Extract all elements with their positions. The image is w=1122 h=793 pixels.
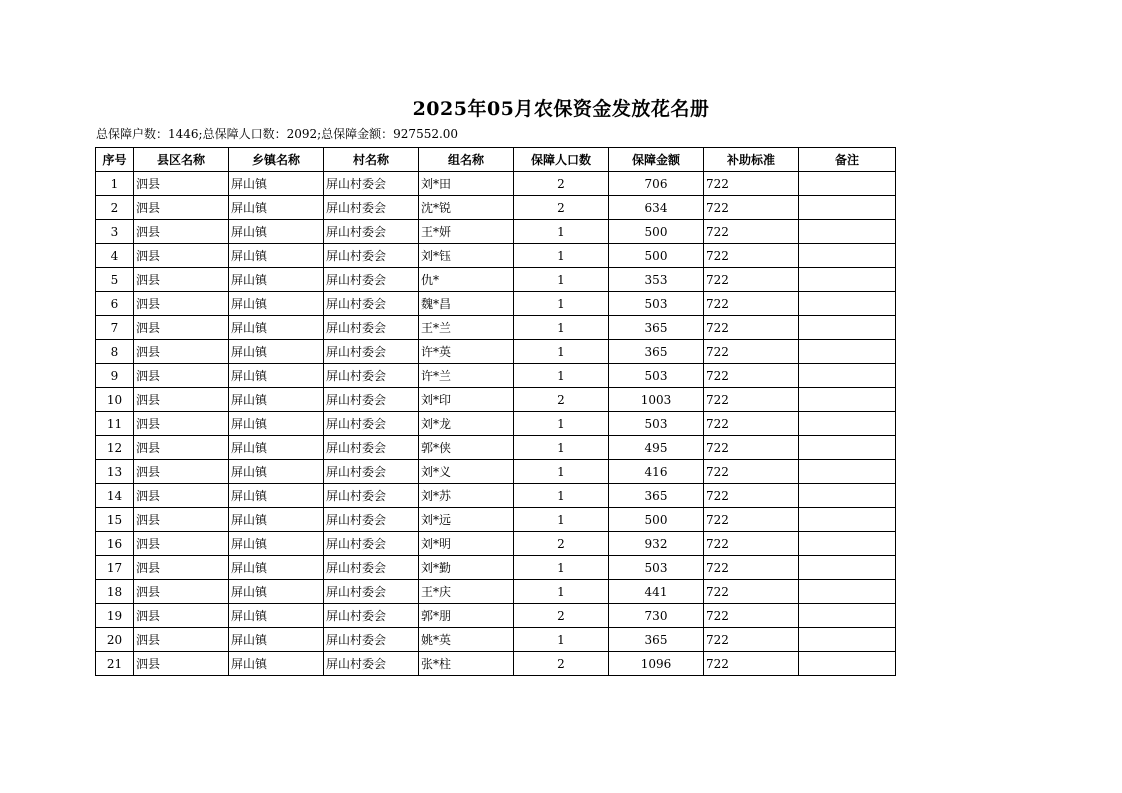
cell-town: 屏山镇 bbox=[229, 556, 324, 580]
cell-town: 屏山镇 bbox=[229, 484, 324, 508]
table-row bbox=[96, 196, 896, 220]
cell-group: 刘*义 bbox=[419, 460, 514, 484]
document-title: 2025年05月农保资金发放花名册 bbox=[412, 98, 710, 120]
table-row bbox=[96, 292, 896, 316]
cell-amount: 500 bbox=[609, 508, 704, 532]
cell-subsidy-standard: 722 bbox=[704, 388, 799, 412]
cell-remarks bbox=[799, 316, 896, 340]
cell-insured-count: 1 bbox=[514, 244, 609, 268]
cell-town: 屏山镇 bbox=[229, 436, 324, 460]
cell-subsidy-standard: 722 bbox=[704, 532, 799, 556]
cell-town: 屏山镇 bbox=[229, 196, 324, 220]
cell-insured-count: 1 bbox=[514, 460, 609, 484]
cell-remarks bbox=[799, 292, 896, 316]
cell-index: 8 bbox=[96, 340, 134, 364]
cell-insured-count: 1 bbox=[514, 364, 609, 388]
cell-remarks bbox=[799, 604, 896, 628]
header-county: 县区名称 bbox=[134, 148, 229, 172]
header-town: 乡镇名称 bbox=[229, 148, 324, 172]
header-index: 序号 bbox=[96, 148, 134, 172]
cell-group: 王*庆 bbox=[419, 580, 514, 604]
cell-index: 7 bbox=[96, 316, 134, 340]
header-amount: 保障金额 bbox=[609, 148, 704, 172]
cell-amount: 1003 bbox=[609, 388, 704, 412]
header-group: 组名称 bbox=[419, 148, 514, 172]
cell-village: 屏山村委会 bbox=[324, 268, 419, 292]
cell-remarks bbox=[799, 652, 896, 676]
cell-index: 5 bbox=[96, 268, 134, 292]
cell-amount: 353 bbox=[609, 268, 704, 292]
cell-village: 屏山村委会 bbox=[324, 436, 419, 460]
cell-index: 14 bbox=[96, 484, 134, 508]
cell-county: 泗县 bbox=[134, 172, 229, 196]
cell-insured-count: 2 bbox=[514, 196, 609, 220]
cell-town: 屏山镇 bbox=[229, 388, 324, 412]
cell-subsidy-standard: 722 bbox=[704, 172, 799, 196]
table-row bbox=[96, 628, 896, 652]
table-row bbox=[96, 244, 896, 268]
table-row bbox=[96, 580, 896, 604]
cell-group: 郭*侠 bbox=[419, 436, 514, 460]
cell-village: 屏山村委会 bbox=[324, 412, 419, 436]
cell-index: 6 bbox=[96, 292, 134, 316]
cell-county: 泗县 bbox=[134, 628, 229, 652]
cell-subsidy-standard: 722 bbox=[704, 460, 799, 484]
cell-remarks bbox=[799, 364, 896, 388]
cell-remarks bbox=[799, 484, 896, 508]
table-row bbox=[96, 652, 896, 676]
cell-group: 郭*朋 bbox=[419, 604, 514, 628]
cell-insured-count: 1 bbox=[514, 340, 609, 364]
cell-insured-count: 2 bbox=[514, 604, 609, 628]
cell-amount: 500 bbox=[609, 220, 704, 244]
cell-index: 12 bbox=[96, 436, 134, 460]
cell-county: 泗县 bbox=[134, 412, 229, 436]
cell-amount: 503 bbox=[609, 412, 704, 436]
cell-subsidy-standard: 722 bbox=[704, 508, 799, 532]
cell-town: 屏山镇 bbox=[229, 580, 324, 604]
header-village: 村名称 bbox=[324, 148, 419, 172]
cell-group: 王*兰 bbox=[419, 316, 514, 340]
cell-remarks bbox=[799, 196, 896, 220]
cell-county: 泗县 bbox=[134, 268, 229, 292]
table-row bbox=[96, 604, 896, 628]
cell-amount: 365 bbox=[609, 484, 704, 508]
cell-remarks bbox=[799, 460, 896, 484]
cell-amount: 495 bbox=[609, 436, 704, 460]
cell-town: 屏山镇 bbox=[229, 364, 324, 388]
roster-table bbox=[95, 147, 896, 676]
cell-insured-count: 1 bbox=[514, 628, 609, 652]
cell-county: 泗县 bbox=[134, 556, 229, 580]
cell-remarks bbox=[799, 220, 896, 244]
cell-insured-count: 1 bbox=[514, 316, 609, 340]
cell-insured-count: 2 bbox=[514, 652, 609, 676]
table-row bbox=[96, 532, 896, 556]
table-row bbox=[96, 172, 896, 196]
cell-group: 许*英 bbox=[419, 340, 514, 364]
cell-group: 刘*明 bbox=[419, 532, 514, 556]
cell-village: 屏山村委会 bbox=[324, 508, 419, 532]
cell-index: 19 bbox=[96, 604, 134, 628]
cell-insured-count: 1 bbox=[514, 508, 609, 532]
cell-town: 屏山镇 bbox=[229, 460, 324, 484]
cell-index: 21 bbox=[96, 652, 134, 676]
cell-remarks bbox=[799, 388, 896, 412]
cell-group: 仇* bbox=[419, 268, 514, 292]
cell-insured-count: 1 bbox=[514, 412, 609, 436]
cell-village: 屏山村委会 bbox=[324, 652, 419, 676]
cell-index: 17 bbox=[96, 556, 134, 580]
cell-remarks bbox=[799, 340, 896, 364]
cell-index: 9 bbox=[96, 364, 134, 388]
table-row bbox=[96, 508, 896, 532]
cell-group: 刘*龙 bbox=[419, 412, 514, 436]
cell-subsidy-standard: 722 bbox=[704, 412, 799, 436]
cell-group: 张*柱 bbox=[419, 652, 514, 676]
cell-remarks bbox=[799, 412, 896, 436]
table-row bbox=[96, 220, 896, 244]
table-row bbox=[96, 340, 896, 364]
cell-county: 泗县 bbox=[134, 388, 229, 412]
cell-subsidy-standard: 722 bbox=[704, 604, 799, 628]
table-row bbox=[96, 412, 896, 436]
cell-amount: 365 bbox=[609, 316, 704, 340]
cell-county: 泗县 bbox=[134, 604, 229, 628]
cell-remarks bbox=[799, 268, 896, 292]
cell-group: 许*兰 bbox=[419, 364, 514, 388]
cell-subsidy-standard: 722 bbox=[704, 556, 799, 580]
cell-index: 18 bbox=[96, 580, 134, 604]
cell-village: 屏山村委会 bbox=[324, 292, 419, 316]
cell-amount: 416 bbox=[609, 460, 704, 484]
cell-subsidy-standard: 722 bbox=[704, 196, 799, 220]
cell-index: 4 bbox=[96, 244, 134, 268]
cell-insured-count: 1 bbox=[514, 580, 609, 604]
cell-subsidy-standard: 722 bbox=[704, 340, 799, 364]
cell-amount: 365 bbox=[609, 628, 704, 652]
cell-county: 泗县 bbox=[134, 460, 229, 484]
cell-subsidy-standard: 722 bbox=[704, 364, 799, 388]
cell-county: 泗县 bbox=[134, 580, 229, 604]
cell-remarks bbox=[799, 508, 896, 532]
cell-insured-count: 2 bbox=[514, 172, 609, 196]
cell-subsidy-standard: 722 bbox=[704, 628, 799, 652]
cell-index: 10 bbox=[96, 388, 134, 412]
cell-village: 屏山村委会 bbox=[324, 556, 419, 580]
cell-county: 泗县 bbox=[134, 532, 229, 556]
cell-town: 屏山镇 bbox=[229, 244, 324, 268]
cell-group: 刘*远 bbox=[419, 508, 514, 532]
cell-index: 11 bbox=[96, 412, 134, 436]
cell-subsidy-standard: 722 bbox=[704, 292, 799, 316]
cell-group: 刘*苏 bbox=[419, 484, 514, 508]
cell-group: 刘*勤 bbox=[419, 556, 514, 580]
cell-index: 3 bbox=[96, 220, 134, 244]
cell-subsidy-standard: 722 bbox=[704, 268, 799, 292]
cell-subsidy-standard: 722 bbox=[704, 580, 799, 604]
cell-amount: 730 bbox=[609, 604, 704, 628]
cell-subsidy-standard: 722 bbox=[704, 244, 799, 268]
cell-insured-count: 1 bbox=[514, 268, 609, 292]
cell-index: 13 bbox=[96, 460, 134, 484]
cell-county: 泗县 bbox=[134, 364, 229, 388]
table-row bbox=[96, 364, 896, 388]
cell-index: 20 bbox=[96, 628, 134, 652]
cell-remarks bbox=[799, 628, 896, 652]
cell-amount: 503 bbox=[609, 292, 704, 316]
cell-insured-count: 1 bbox=[514, 292, 609, 316]
cell-town: 屏山镇 bbox=[229, 220, 324, 244]
cell-index: 15 bbox=[96, 508, 134, 532]
cell-town: 屏山镇 bbox=[229, 172, 324, 196]
cell-amount: 503 bbox=[609, 364, 704, 388]
cell-insured-count: 1 bbox=[514, 484, 609, 508]
cell-county: 泗县 bbox=[134, 220, 229, 244]
cell-amount: 441 bbox=[609, 580, 704, 604]
cell-county: 泗县 bbox=[134, 508, 229, 532]
cell-town: 屏山镇 bbox=[229, 268, 324, 292]
header-insured-count: 保障人口数 bbox=[514, 148, 609, 172]
cell-county: 泗县 bbox=[134, 292, 229, 316]
cell-amount: 634 bbox=[609, 196, 704, 220]
header-subsidy-standard: 补助标准 bbox=[704, 148, 799, 172]
cell-index: 2 bbox=[96, 196, 134, 220]
cell-subsidy-standard: 722 bbox=[704, 220, 799, 244]
cell-subsidy-standard: 722 bbox=[704, 316, 799, 340]
cell-county: 泗县 bbox=[134, 244, 229, 268]
cell-village: 屏山村委会 bbox=[324, 460, 419, 484]
cell-town: 屏山镇 bbox=[229, 508, 324, 532]
roster-body bbox=[96, 172, 896, 676]
cell-remarks bbox=[799, 532, 896, 556]
cell-index: 1 bbox=[96, 172, 134, 196]
table-row bbox=[96, 316, 896, 340]
cell-insured-count: 1 bbox=[514, 556, 609, 580]
cell-amount: 365 bbox=[609, 340, 704, 364]
cell-amount: 503 bbox=[609, 556, 704, 580]
cell-town: 屏山镇 bbox=[229, 316, 324, 340]
cell-village: 屏山村委会 bbox=[324, 484, 419, 508]
cell-village: 屏山村委会 bbox=[324, 604, 419, 628]
cell-village: 屏山村委会 bbox=[324, 172, 419, 196]
cell-remarks bbox=[799, 436, 896, 460]
cell-village: 屏山村委会 bbox=[324, 340, 419, 364]
cell-group: 沈*锐 bbox=[419, 196, 514, 220]
cell-county: 泗县 bbox=[134, 316, 229, 340]
table-row bbox=[96, 436, 896, 460]
cell-village: 屏山村委会 bbox=[324, 388, 419, 412]
cell-group: 姚*英 bbox=[419, 628, 514, 652]
cell-county: 泗县 bbox=[134, 436, 229, 460]
cell-town: 屏山镇 bbox=[229, 652, 324, 676]
cell-group: 刘*印 bbox=[419, 388, 514, 412]
cell-amount: 932 bbox=[609, 532, 704, 556]
cell-amount: 706 bbox=[609, 172, 704, 196]
cell-county: 泗县 bbox=[134, 652, 229, 676]
cell-group: 魏*昌 bbox=[419, 292, 514, 316]
cell-insured-count: 1 bbox=[514, 220, 609, 244]
cell-remarks bbox=[799, 580, 896, 604]
cell-town: 屏山镇 bbox=[229, 340, 324, 364]
cell-amount: 1096 bbox=[609, 652, 704, 676]
cell-village: 屏山村委会 bbox=[324, 364, 419, 388]
cell-insured-count: 1 bbox=[514, 436, 609, 460]
cell-county: 泗县 bbox=[134, 196, 229, 220]
cell-subsidy-standard: 722 bbox=[704, 436, 799, 460]
cell-town: 屏山镇 bbox=[229, 412, 324, 436]
cell-village: 屏山村委会 bbox=[324, 316, 419, 340]
cell-subsidy-standard: 722 bbox=[704, 652, 799, 676]
cell-remarks bbox=[799, 172, 896, 196]
cell-village: 屏山村委会 bbox=[324, 580, 419, 604]
cell-remarks bbox=[799, 244, 896, 268]
table-row bbox=[96, 460, 896, 484]
header-remarks: 备注 bbox=[799, 148, 896, 172]
cell-amount: 500 bbox=[609, 244, 704, 268]
cell-group: 王*妍 bbox=[419, 220, 514, 244]
cell-village: 屏山村委会 bbox=[324, 532, 419, 556]
summary-line: 总保障户数：1446;总保障人口数：2092;总保障金额：927552.00 bbox=[96, 127, 459, 141]
cell-village: 屏山村委会 bbox=[324, 196, 419, 220]
table-row bbox=[96, 484, 896, 508]
table-row bbox=[96, 556, 896, 580]
cell-insured-count: 2 bbox=[514, 388, 609, 412]
cell-group: 刘*钰 bbox=[419, 244, 514, 268]
cell-village: 屏山村委会 bbox=[324, 628, 419, 652]
cell-town: 屏山镇 bbox=[229, 292, 324, 316]
table-row bbox=[96, 388, 896, 412]
cell-subsidy-standard: 722 bbox=[704, 484, 799, 508]
cell-remarks bbox=[799, 556, 896, 580]
cell-insured-count: 2 bbox=[514, 532, 609, 556]
header-row bbox=[96, 148, 896, 172]
cell-town: 屏山镇 bbox=[229, 532, 324, 556]
table-row bbox=[96, 268, 896, 292]
cell-village: 屏山村委会 bbox=[324, 220, 419, 244]
cell-town: 屏山镇 bbox=[229, 604, 324, 628]
cell-index: 16 bbox=[96, 532, 134, 556]
cell-town: 屏山镇 bbox=[229, 628, 324, 652]
cell-village: 屏山村委会 bbox=[324, 244, 419, 268]
cell-county: 泗县 bbox=[134, 340, 229, 364]
cell-group: 刘*田 bbox=[419, 172, 514, 196]
cell-county: 泗县 bbox=[134, 484, 229, 508]
